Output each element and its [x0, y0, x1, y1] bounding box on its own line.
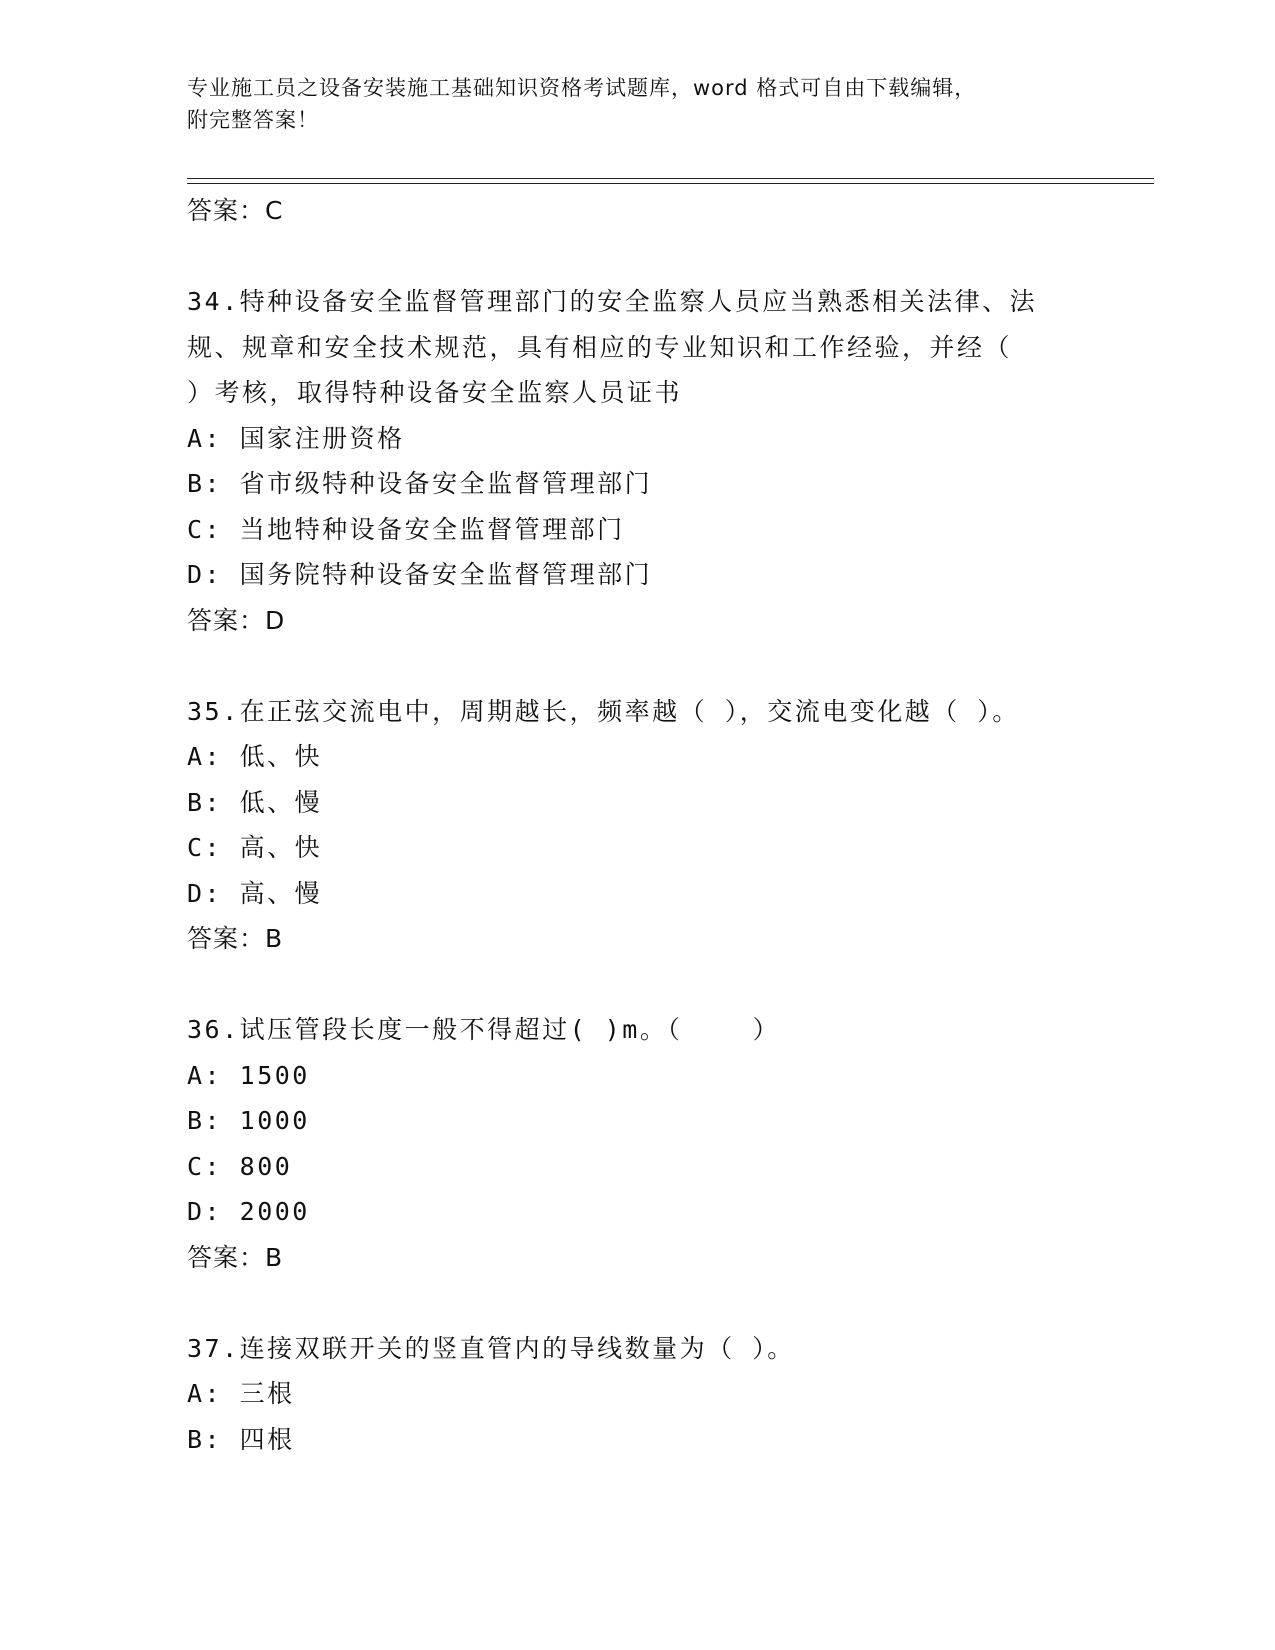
option-b: B: 低、慢 [187, 787, 323, 817]
question-stem-line: 规、规章和安全技术规范，具有相应的专业知识和工作经验，并经（ [187, 332, 1013, 362]
question-stem: 37.连接双联开关的竖直管内的导线数量为（ ）。 [187, 1333, 795, 1363]
document-header [187, 72, 1067, 136]
option-b: B: 四根 [187, 1424, 295, 1454]
option-b: B: 1000 [187, 1106, 310, 1135]
header-line-2: 附完整答案！ [187, 108, 319, 132]
question-36 [187, 1007, 1087, 1280]
answer-35: 答案：B [187, 924, 284, 953]
header-divider-top [187, 178, 1154, 179]
question-stem: 35.在正弦交流电中，周期越长，频率越（ ），交流电变化越（ ）。 [187, 696, 1020, 726]
option-c: C: 高、快 [187, 833, 323, 862]
header-divider-bottom [187, 183, 1154, 184]
option-a: A: 1500 [187, 1060, 310, 1090]
option-b: B: 省市级特种设备安全监督管理部门 [187, 469, 653, 498]
question-stem-line: ）考核，取得特种设备安全监察人员证书 [187, 378, 683, 407]
option-c: C: 800 [187, 1151, 293, 1181]
answer-34: 答案：D [187, 605, 286, 635]
question-list [187, 188, 1087, 1462]
question-stem-line: 34.特种设备安全监督管理部门的安全监察人员应当熟悉相关法律、法 [187, 287, 1038, 316]
question-35 [187, 689, 1087, 962]
answer-previous: 答案：C [187, 196, 284, 225]
option-d: D: 国务院特种设备安全监督管理部门 [187, 560, 653, 589]
answer-36: 答案：B [187, 1242, 284, 1272]
option-a: A: 国家注册资格 [187, 423, 405, 453]
option-c: C: 当地特种设备安全监督管理部门 [187, 514, 625, 544]
question-37 [187, 1326, 1087, 1463]
question-stem: 36.试压管段长度一般不得超过( )m。（ ） [187, 1015, 781, 1044]
option-a: A: 低、快 [187, 742, 323, 771]
option-d: D: 高、慢 [187, 878, 323, 908]
header-line-1: 专业施工员之设备安装施工基础知识资格考试题库，word 格式可自由下载编辑， [187, 76, 977, 100]
option-a: A: 三根 [187, 1379, 295, 1408]
question-34 [187, 279, 1087, 643]
option-d: D: 2000 [187, 1197, 310, 1226]
